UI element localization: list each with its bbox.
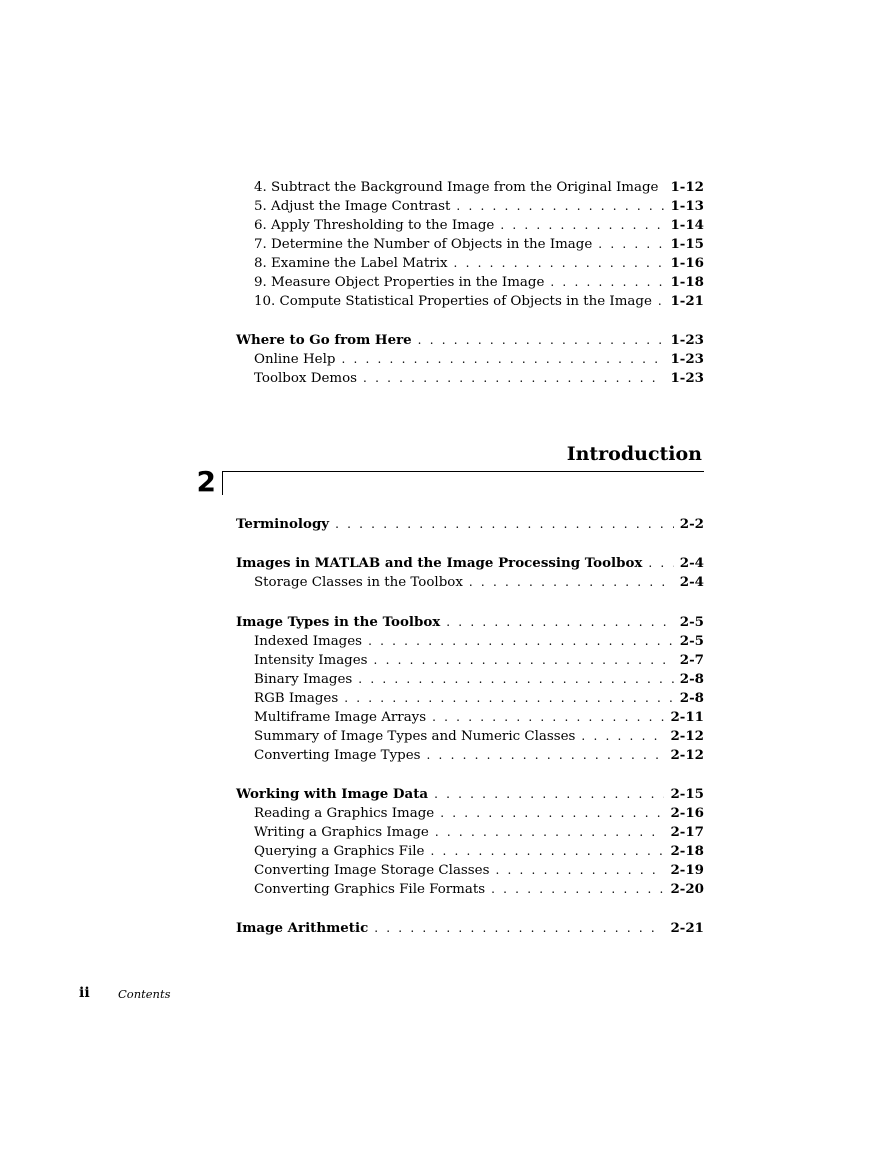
toc-section-page: 2-15 <box>670 786 704 802</box>
toc-entry-title: Converting Graphics File Formats <box>254 882 486 897</box>
dot-leader <box>648 554 673 573</box>
toc-entry[interactable] <box>236 292 704 311</box>
toc-section-images-in-matlab <box>236 554 704 592</box>
toc-entry-page: 2-11 <box>670 709 704 725</box>
toc-section-page: 2-2 <box>679 516 704 532</box>
toc-entry-page: 2-19 <box>670 862 704 878</box>
toc-entry-title: Storage Classes in the Toolbox <box>254 575 463 590</box>
toc-entry-title: Online Help <box>254 352 336 367</box>
dot-leader <box>335 515 674 534</box>
toc-entry[interactable] <box>236 273 704 292</box>
toc-entry[interactable] <box>236 369 704 388</box>
toc-entry[interactable] <box>236 632 704 651</box>
toc-entry-title: Toolbox Demos <box>254 371 358 386</box>
toc-entry[interactable] <box>236 670 704 689</box>
toc-section-page: 2-5 <box>679 614 704 630</box>
toc-entry-page: 2-18 <box>670 843 704 859</box>
toc-entry-page: 2-8 <box>679 671 704 687</box>
toc-entry-page: 2-8 <box>679 690 704 706</box>
toc-entry-title: Writing a Graphics Image <box>254 825 429 840</box>
toc-entry-page: 2-7 <box>679 652 704 668</box>
toc-entry-page: 2-16 <box>670 805 704 821</box>
toc-steps-block <box>236 178 704 311</box>
dot-leader <box>427 746 665 765</box>
dot-leader <box>598 235 664 254</box>
toc-entry[interactable] <box>236 651 704 670</box>
toc-section-terminology <box>236 515 704 534</box>
footer-label: Contents <box>118 987 171 1001</box>
toc-entry-title: Binary Images <box>254 672 353 687</box>
toc-entry[interactable] <box>236 861 704 880</box>
toc-entry-title: Converting Image Storage Classes <box>254 863 490 878</box>
toc-entry[interactable] <box>236 880 704 899</box>
toc-section-image-arithmetic <box>236 919 704 938</box>
dot-leader <box>491 880 664 899</box>
toc-entry-page: 2-20 <box>670 881 704 897</box>
toc-section-page: 1-23 <box>670 332 704 348</box>
dot-leader <box>658 292 665 311</box>
dot-leader <box>456 197 664 216</box>
toc-section-title: Terminology <box>236 516 330 532</box>
toc-entry[interactable] <box>236 573 704 592</box>
toc-section-title: Working with Image Data <box>236 786 429 802</box>
toc-section-working-with-image-data <box>236 785 704 899</box>
toc-entry-title: Reading a Graphics Image <box>254 806 435 821</box>
toc-entry-page: 1-15 <box>670 236 704 252</box>
dot-leader <box>344 689 674 708</box>
toc-where-to-go-block <box>236 331 704 388</box>
toc-entry-page: 2-12 <box>670 747 704 763</box>
toc-entry[interactable] <box>236 178 704 197</box>
dot-leader <box>341 350 664 369</box>
toc-entry-title: Intensity Images <box>254 653 368 668</box>
toc-entry-page: 1-21 <box>670 293 704 309</box>
toc-entry[interactable] <box>236 804 704 823</box>
toc-section-page: 2-21 <box>670 920 704 936</box>
toc-entry-title: 9. Measure Object Properties in the Image <box>254 275 545 290</box>
toc-entry[interactable] <box>236 708 704 727</box>
toc-entry-title: Querying a Graphics File <box>254 844 425 859</box>
dot-leader <box>581 727 664 746</box>
dot-leader <box>374 651 674 670</box>
toc-entry-page: 2-12 <box>670 728 704 744</box>
toc-section-title: Image Arithmetic <box>236 920 369 936</box>
chapter-rule-vertical <box>222 471 223 495</box>
toc-entry-title: 6. Apply Thresholding to the Image <box>254 218 495 233</box>
toc-entry-title: 8. Examine the Label Matrix <box>254 256 448 271</box>
toc-section-heading[interactable] <box>236 554 704 573</box>
toc-entry-title: RGB Images <box>254 691 339 706</box>
dot-leader <box>368 632 674 651</box>
toc-section-page: 2-4 <box>679 555 704 571</box>
toc-entry-title: 10. Compute Statistical Properties of Objects in the Image <box>254 294 652 309</box>
toc-entry-page: 1-23 <box>670 351 704 367</box>
toc-entry-title: 4. Subtract the Background Image from the Original Image <box>254 180 659 195</box>
dot-leader <box>435 823 665 842</box>
toc-entry-title: Summary of Image Types and Numeric Classes <box>254 729 576 744</box>
chapter-title: Introduction <box>566 443 702 465</box>
toc-section-heading[interactable] <box>236 613 704 632</box>
dot-leader <box>454 254 665 273</box>
toc-entry[interactable] <box>236 216 704 235</box>
toc-entry[interactable] <box>236 746 704 765</box>
toc-entry[interactable] <box>236 254 704 273</box>
toc-section-heading[interactable] <box>236 331 704 350</box>
dot-leader <box>495 861 664 880</box>
dot-leader <box>446 613 674 632</box>
toc-entry-page: 1-12 <box>670 179 704 195</box>
toc-entry-title: Multiframe Image Arrays <box>254 710 427 725</box>
dot-leader <box>358 670 674 689</box>
toc-section-heading[interactable] <box>236 919 704 938</box>
chapter-number: 2 <box>196 465 216 498</box>
dot-leader <box>469 573 674 592</box>
toc-entry-page: 1-13 <box>670 198 704 214</box>
dot-leader <box>430 842 664 861</box>
toc-entry-page: 1-18 <box>670 274 704 290</box>
dot-leader <box>418 331 665 350</box>
toc-entry-page: 2-4 <box>679 574 704 590</box>
dot-leader <box>500 216 664 235</box>
dot-leader <box>374 919 664 938</box>
toc-section-heading[interactable] <box>236 515 704 534</box>
toc-entry[interactable] <box>236 823 704 842</box>
toc-entry[interactable] <box>236 197 704 216</box>
toc-entry-page: 2-17 <box>670 824 704 840</box>
dot-leader <box>432 708 664 727</box>
chapter-rule-horizontal <box>222 471 704 472</box>
dot-leader <box>363 369 664 388</box>
toc-section-title: Image Types in the Toolbox <box>236 614 441 630</box>
dot-leader <box>440 804 664 823</box>
toc-section-heading[interactable] <box>236 785 704 804</box>
toc-section-image-types <box>236 613 704 765</box>
toc-section-title: Where to Go from Here <box>236 332 412 348</box>
toc-entry[interactable] <box>236 842 704 861</box>
toc-entry[interactable] <box>236 689 704 708</box>
toc-entry-title: Converting Image Types <box>254 748 421 763</box>
toc-entry-page: 1-23 <box>670 370 704 386</box>
toc-entry-page: 1-14 <box>670 217 704 233</box>
footer-page-number: ii <box>79 985 90 1001</box>
toc-entry[interactable] <box>236 727 704 746</box>
dot-leader <box>434 785 664 804</box>
dot-leader <box>550 273 664 292</box>
toc-entry[interactable] <box>236 235 704 254</box>
toc-entry-page: 2-5 <box>679 633 704 649</box>
toc-entry-title: Indexed Images <box>254 634 363 649</box>
toc-entry-title: 7. Determine the Number of Objects in the Image <box>254 237 593 252</box>
toc-entry[interactable] <box>236 350 704 369</box>
toc-entry-page: 1-16 <box>670 255 704 271</box>
toc-section-title: Images in MATLAB and the Image Processing Toolbox <box>236 555 643 571</box>
toc-entry-title: 5. Adjust the Image Contrast <box>254 199 451 214</box>
